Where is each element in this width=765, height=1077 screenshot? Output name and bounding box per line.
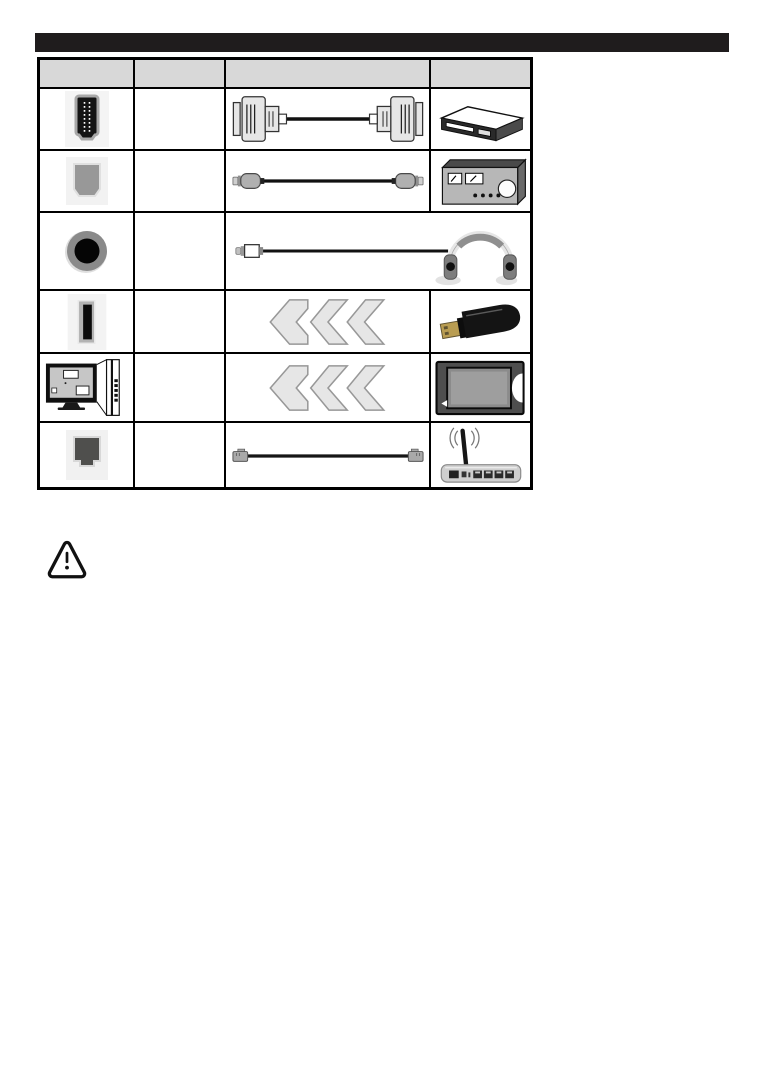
header-cell-port bbox=[39, 59, 135, 89]
spdif-label-cell bbox=[134, 150, 225, 212]
ci-cam-module-icon bbox=[434, 359, 528, 417]
insert-direction-arrows-icon bbox=[265, 297, 391, 347]
table-row-headphone bbox=[39, 212, 532, 290]
header-cell-label bbox=[134, 59, 225, 89]
spdif-device-cell bbox=[430, 150, 532, 212]
table-header-row bbox=[39, 59, 532, 89]
headphone-port-cell bbox=[39, 212, 135, 290]
table-row-usb bbox=[39, 290, 532, 353]
ci-port-cell bbox=[39, 353, 135, 422]
table-row-ci bbox=[39, 353, 532, 422]
usb-direction-cell bbox=[225, 290, 430, 353]
insert-direction-arrows-icon bbox=[265, 363, 391, 413]
optical-audio-cable-icon bbox=[230, 164, 426, 198]
usb-port-icon bbox=[67, 294, 107, 350]
hdmi-cable-cell bbox=[225, 88, 430, 150]
lan-port-cell bbox=[39, 422, 135, 489]
tv-back-ci-slot-icon bbox=[44, 357, 130, 419]
hdmi-port-icon bbox=[65, 91, 109, 147]
table-row-spdif bbox=[39, 150, 532, 212]
hdmi-label-cell bbox=[134, 88, 225, 150]
table-row-hdmi bbox=[39, 88, 532, 150]
hdmi-cable-icon bbox=[230, 91, 426, 147]
warning-triangle-icon bbox=[47, 539, 87, 579]
hdmi-device-cell bbox=[430, 88, 532, 150]
usb-device-cell bbox=[430, 290, 532, 353]
ethernet-cable-icon bbox=[230, 442, 426, 468]
chapter-title-bar bbox=[35, 33, 729, 52]
headphone-cable-device-cell bbox=[225, 212, 532, 290]
wireless-router-icon bbox=[437, 424, 525, 486]
lan-port-icon bbox=[65, 428, 109, 482]
spdif-cable-cell bbox=[225, 150, 430, 212]
spdif-optical-port-icon bbox=[65, 156, 109, 206]
audio-amplifier-icon bbox=[434, 154, 528, 208]
table-row-lan bbox=[39, 422, 532, 489]
spdif-port-cell bbox=[39, 150, 135, 212]
ci-direction-cell bbox=[225, 353, 430, 422]
ci-device-cell bbox=[430, 353, 532, 422]
lan-device-cell bbox=[430, 422, 532, 489]
usb-flash-drive-icon bbox=[434, 295, 528, 349]
usb-label-cell bbox=[134, 290, 225, 353]
headphone-cable-icon bbox=[228, 214, 528, 288]
hdmi-port-cell bbox=[39, 88, 135, 150]
connections-table bbox=[37, 57, 533, 490]
headphone-label-cell bbox=[134, 212, 225, 290]
headphones-icon bbox=[435, 234, 517, 285]
header-cell-device bbox=[430, 59, 532, 89]
dvd-player-icon bbox=[434, 93, 528, 145]
lan-cable-cell bbox=[225, 422, 430, 489]
headphone-jack-icon bbox=[63, 227, 111, 275]
usb-port-cell bbox=[39, 290, 135, 353]
header-cell-cable bbox=[225, 59, 430, 89]
lan-label-cell bbox=[134, 422, 225, 489]
ci-label-cell bbox=[134, 353, 225, 422]
